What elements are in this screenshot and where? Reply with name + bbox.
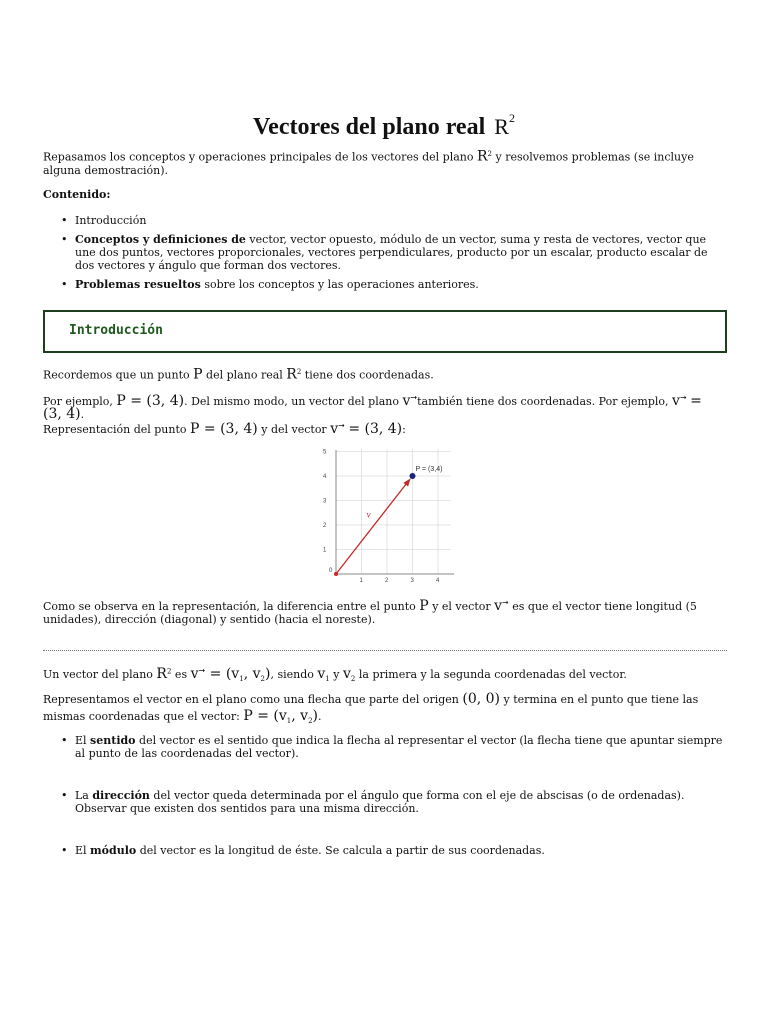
title-text: Vectores del plano real bbox=[253, 114, 486, 140]
para6-math-d: , v bbox=[291, 708, 309, 724]
para4-b: y el vector bbox=[428, 600, 495, 613]
x-tick-label: 1 bbox=[359, 578, 363, 584]
para5-math-exp: 2 bbox=[166, 667, 172, 676]
para5-math-d: , v bbox=[243, 666, 261, 682]
bullet-pre: El bbox=[75, 734, 91, 747]
para5-sub-2: 2 bbox=[260, 675, 265, 684]
y-tick-label: 4 bbox=[323, 474, 327, 480]
list-item-text: vector, vector opuesto, módulo de un vector, suma y resta de vectores, vector que une dos puntos, vectores proporcionales, vectores perpendiculares, producto por un escalar, producto escalar de dos vectores y ángulo que forman dos vectores. bbox=[75, 233, 708, 272]
para3-a: Representación del punto bbox=[43, 423, 191, 436]
para6-b: y termina en el punto que tiene las mismas coordenadas que el vector: bbox=[43, 693, 699, 723]
page-title bbox=[0, 98, 768, 147]
point-p bbox=[410, 473, 416, 479]
x-tick-labels bbox=[360, 578, 441, 584]
para5-math-e: ) bbox=[264, 666, 271, 682]
bullet-pre: La bbox=[75, 789, 93, 802]
list-item bbox=[43, 233, 723, 272]
para1-math-r: R bbox=[286, 366, 297, 383]
bullet-bold: módulo bbox=[90, 844, 137, 857]
paragraph-6 bbox=[43, 691, 723, 729]
para5-h: la primera y la segunda coordenadas del vector. bbox=[355, 668, 627, 681]
para4-math-v: v bbox=[494, 598, 503, 614]
para2-c: también tiene dos coordenadas. Por ejemplo, bbox=[417, 395, 673, 408]
x-tick-label: 3 bbox=[410, 578, 414, 584]
paragraph-5 bbox=[43, 664, 723, 686]
list-item bbox=[43, 214, 723, 227]
vector-arrow-icon: ➞ bbox=[338, 421, 345, 430]
para6-a: Representamos el vector en el plano como una flecha que parte del origen bbox=[43, 693, 463, 706]
list-item-text: sobre los conceptos y las operaciones anteriores. bbox=[200, 278, 479, 291]
bullet-text: del vector es el sentido que indica la flecha al representar el vector (la flecha tiene que apuntar siempre al punto de las coordenadas del vector). bbox=[75, 734, 723, 760]
title-math-letter: R bbox=[494, 114, 509, 139]
para3-math-p: P = (3, 4) bbox=[190, 421, 258, 437]
paragraph-2 bbox=[43, 391, 723, 421]
para6-sub-1: 1 bbox=[286, 717, 292, 726]
para6-f: . bbox=[318, 710, 322, 723]
intro-before: Repasamos los conceptos y operaciones principales de los vectores del plano bbox=[43, 150, 477, 164]
list-item bbox=[43, 789, 723, 815]
properties-list bbox=[43, 734, 723, 857]
list-item-bold: Conceptos y definiciones de bbox=[75, 233, 246, 246]
list-item bbox=[43, 734, 723, 760]
para5-g: y bbox=[329, 668, 343, 681]
para6-sub-2: 2 bbox=[308, 717, 313, 726]
para2-a: Por ejemplo, bbox=[43, 395, 117, 408]
y-tick-label: 3 bbox=[323, 498, 327, 505]
intro-paragraph bbox=[43, 148, 723, 177]
para5-sub-1: 1 bbox=[239, 675, 244, 684]
para2-b: . Del mismo modo, un vector del plano bbox=[184, 395, 403, 408]
bullet-bold: sentido bbox=[90, 734, 136, 747]
contenido-list bbox=[43, 214, 723, 291]
paragraph-3 bbox=[43, 419, 723, 436]
section-heading-box bbox=[43, 310, 727, 353]
para1-b: del plano real bbox=[202, 368, 287, 382]
x-tick-label: 4 bbox=[436, 578, 440, 584]
para3-b: y del vector bbox=[257, 423, 331, 436]
para5-math-r: R bbox=[156, 666, 167, 682]
vector-line bbox=[336, 481, 409, 574]
bullet-text: del vector es la longitud de éste. Se calcula a partir de sus coordenadas. bbox=[136, 844, 545, 857]
para5-math-v2: v bbox=[342, 666, 351, 682]
para2-math-p: P = (3, 4) bbox=[116, 393, 185, 409]
paragraph-1 bbox=[43, 366, 723, 382]
para6-math-c: P = (v bbox=[243, 708, 287, 724]
list-item-text: Introducción bbox=[75, 214, 147, 227]
para3-math-v: v bbox=[330, 421, 339, 437]
list-item bbox=[43, 278, 723, 291]
para6-math-e: ) bbox=[312, 708, 319, 724]
para5-math-v: v bbox=[190, 666, 199, 682]
para1-a: Recordemos que un punto bbox=[43, 368, 194, 382]
para5-sub-v1: 1 bbox=[325, 675, 330, 684]
y-tick-label: 1 bbox=[323, 547, 327, 554]
section-divider bbox=[43, 650, 727, 651]
paragraph-4 bbox=[43, 596, 723, 626]
bullet-pre: El bbox=[75, 844, 91, 857]
list-item-bold: Problemas resueltos bbox=[75, 278, 201, 291]
bullet-bold: dirección bbox=[92, 789, 150, 802]
x-tick-label: 2 bbox=[385, 578, 389, 584]
title-math-exp: 2 bbox=[508, 111, 515, 125]
para5-math-v1: v bbox=[317, 666, 326, 682]
para4-math-p: P bbox=[419, 598, 429, 614]
para2-math-v: v bbox=[402, 393, 411, 409]
intro-after: y resolvemos problemas (se incluye alguna demostración). bbox=[43, 150, 694, 177]
list-item bbox=[43, 844, 723, 857]
para2-math-v2: v bbox=[672, 393, 680, 409]
para2-math-eq: = (3, 4) bbox=[43, 393, 702, 422]
para5-sub-v2: 2 bbox=[350, 675, 356, 684]
para2-d: . bbox=[80, 408, 85, 421]
y-tick-labels bbox=[323, 450, 327, 554]
intro-math-r: R bbox=[476, 148, 488, 165]
para1-c: tiene dos coordenadas. bbox=[301, 368, 434, 382]
y-tick-label: 2 bbox=[323, 523, 327, 529]
vector-arrow-icon: ➞ bbox=[198, 666, 206, 675]
vector-label: v bbox=[366, 509, 371, 520]
para5-a: Un vector del plano bbox=[43, 668, 157, 681]
vector-arrow-icon: ➞ bbox=[679, 393, 687, 402]
para6-origin: (0, 0) bbox=[462, 691, 501, 707]
para1-math-exp: 2 bbox=[296, 368, 302, 376]
bullet-text: del vector queda determinada por el ángulo que forma con el eje de abscisas (o de ordenadas). Observar que existen dos sentidos para una misma dirección. bbox=[75, 789, 685, 815]
vector-arrow-icon: ➞ bbox=[410, 393, 418, 402]
vector-arrow-icon: ➞ bbox=[502, 598, 509, 607]
para4-c: es que el vector tiene longitud (5 unidades), dirección (diagonal) y sentido (hacia el noreste). bbox=[43, 600, 697, 626]
vector-graph bbox=[318, 442, 458, 587]
title-math bbox=[494, 111, 515, 139]
para4-a: Como se observa en la representación, la diferencia entre el punto bbox=[43, 600, 420, 613]
section-heading: Introducción bbox=[69, 323, 163, 338]
para3-c: : bbox=[402, 423, 406, 436]
origin-label: 0 bbox=[329, 568, 333, 574]
intro-math-exp: 2 bbox=[487, 150, 492, 158]
para5-f: , siendo bbox=[270, 668, 318, 681]
contenido-heading: Contenido: bbox=[43, 188, 111, 201]
point-label: P = (3,4) bbox=[415, 466, 443, 473]
para1-math-p: P bbox=[193, 366, 203, 383]
origin-point bbox=[334, 572, 338, 576]
y-tick-label: 5 bbox=[323, 449, 327, 456]
para5-math-c: = (v bbox=[205, 666, 240, 682]
para5-b: es bbox=[171, 668, 191, 681]
para3-math-eq: = (3, 4) bbox=[348, 421, 403, 437]
